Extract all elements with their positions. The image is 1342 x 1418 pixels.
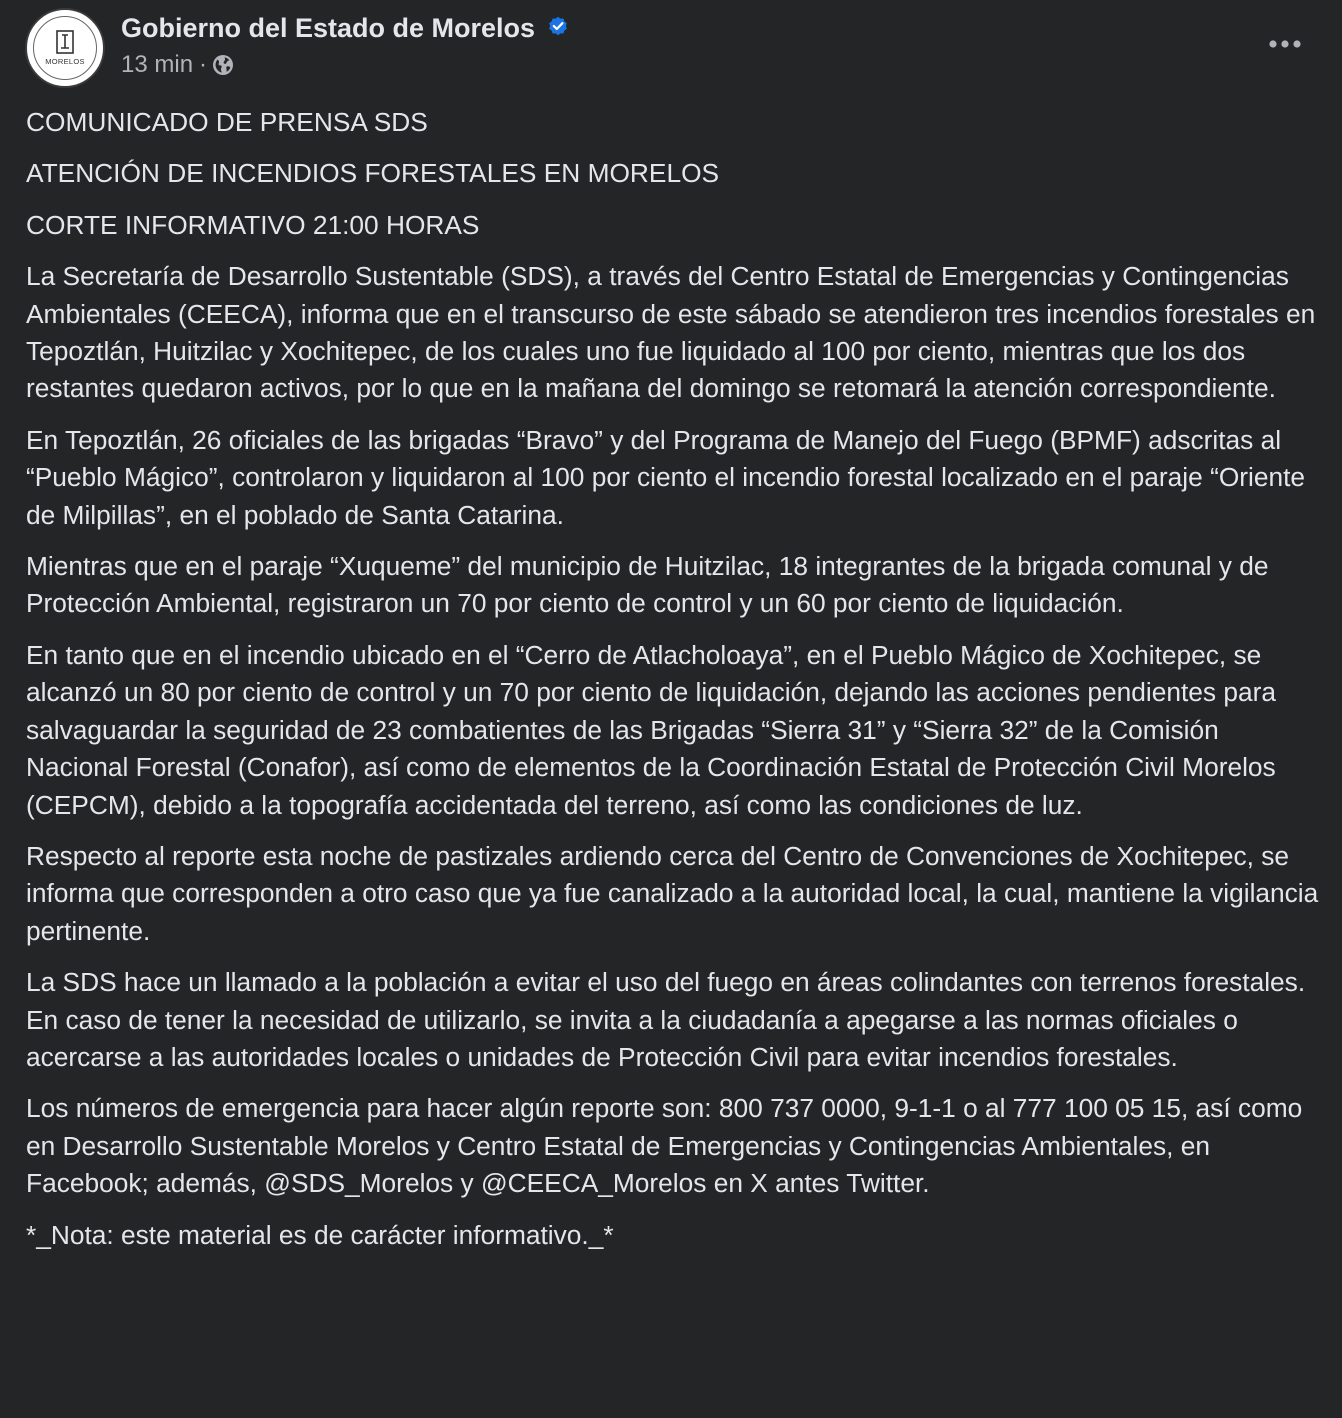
paragraph-heading-2: ATENCIÓN DE INCENDIOS FORESTALES EN MORELOS	[26, 158, 720, 189]
paragraph-pastizales: Respecto al reporte esta noche de pastizales ardiendo cerca del Centro de Convenciones de Xochitepec, se informa que corresponden a otro caso que ya fue canalizado a la autoridad local, la cual, mantiene la vigilancia pertinente.	[26, 840, 1319, 946]
post-meta	[121, 48, 235, 82]
paragraph-xochitepec: En tanto que en el incendio ubicado en el “Cerro de Atlacholoaya”, en el Pueblo Mágico de Xochitepec, se alcanzó un 80 por ciento de control y un 70 por ciento de liquidación, dejando las acciones pendientes para salvaguardar la seguridad de 23 combatientes de las Brigadas “Sierra 31” y “Sierra 32” de la Comisión Nacional Forestal (Conafor), así como de elementos de la Coordinación Estatal de Protección Civil Morelos (CEPCM), debido a la topografía accidentada del terreno, así como las condiciones de luz.	[26, 639, 1276, 820]
verified-badge-icon	[546, 14, 570, 38]
author-row	[121, 11, 570, 45]
page-name-link[interactable]: Gobierno del Estado de Morelos	[121, 12, 536, 43]
paragraph-emergencia: Los números de emergencia para hacer algún reporte son: 800 737 0000, 9-1-1 o al 777 100 05 15, así como en Desarrollo Sustentable Morelos y Centro Estatal de Emergencias y Contingencias Ambientales, en Facebook; además, @SDS_Morelos y @CEECA_Morelos en X antes Twitter.	[26, 1093, 1303, 1199]
more-options-icon	[1268, 39, 1302, 49]
paragraph-llamado: La SDS hace un llamado a la población a evitar el uso del fuego en áreas colindantes con terrenos forestales. En caso de tener la necesidad de utilizarlo, se invita a la ciudadanía a apegarse a las normas oficiales o acercarse a las autoridades locales o unidades de Protección Civil para evitar incendios forestales.	[26, 967, 1306, 1072]
paragraph-nota: *_Nota: este material es de carácter informativo._*	[26, 1219, 614, 1250]
globe-icon[interactable]	[211, 53, 235, 77]
morelos-seal-icon	[56, 30, 74, 54]
page-avatar[interactable]	[25, 8, 105, 88]
paragraph-huitzilac: Mientras que en el paraje “Xuqueme” del municipio de Huitzilac, 18 integrantes de la brigada comunal y de Protección Ambiental, registraron un 70 por ciento de control y un 60 por ciento de liquidación.	[26, 551, 1269, 619]
paragraph-heading-3: CORTE INFORMATIVO 21:00 HORAS	[26, 209, 480, 240]
meta-separator: ·	[199, 51, 208, 78]
paragraph-heading-1: COMUNICADO DE PRENSA SDS	[26, 107, 428, 137]
more-options-button[interactable]	[1258, 22, 1312, 66]
paragraph-tepoztlan: En Tepoztlán, 26 oficiales de las brigadas “Bravo” y del Programa de Manejo del Fuego (BPMF) adscritas al “Pueblo Mágico”, controlaron y liquidaron al 100 por ciento el incendio forestal localizado en el paraje “Oriente de Milpillas”, en el poblado de Santa Catarina.	[26, 424, 1306, 530]
post-timestamp[interactable]: 13 min	[121, 51, 194, 78]
avatar-emblem	[33, 16, 97, 80]
post-header	[0, 0, 1342, 100]
paragraph-intro: La Secretaría de Desarrollo Sustentable (SDS), a través del Centro Estatal de Emergencias y Contingencias Ambientales (CEECA), informa que en el transcurso de este sábado se atendieron tres incendios forestales en Tepoztlán, Huitzilac y Xochitepec, de los cuales uno fue liquidado al 100 por ciento, mientras que los dos restantes quedaron activos, por lo que en la mañana del domingo se retomará la atención correspondiente.	[26, 261, 1316, 404]
avatar-label: MORELOS	[45, 57, 85, 66]
post-body	[26, 104, 1326, 1268]
